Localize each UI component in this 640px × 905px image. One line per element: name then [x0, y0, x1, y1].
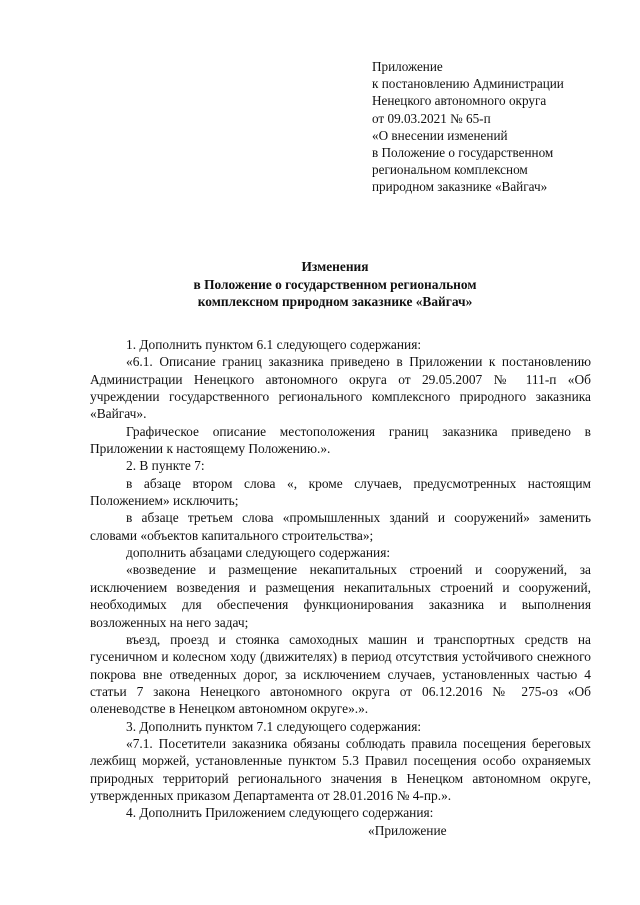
paragraph: 4. Дополнить Приложением следующего содержания: [126, 805, 434, 821]
appendix-line: в Положение о государственном [372, 145, 554, 161]
title-line: в Положение о государственном региональном [193, 276, 477, 292]
paragraph: в абзаце третьем слова «промышленных зданий и сооружений» заменить словами «объектов капитального строительства»; [90, 510, 591, 543]
paragraph: 1. Дополнить пунктом 6.1 следующего содержания: [126, 337, 422, 352]
appendix-line: к постановлению Администрации [372, 76, 564, 92]
appendix-line: региональном комплексном [372, 162, 528, 178]
paragraph: 2. В пункте 7: [126, 458, 205, 474]
appendix-caption: «Приложение [368, 822, 447, 838]
paragraph: Графическое описание местоположения границ заказника приведено в Приложении к настоящему Положению.». [90, 423, 591, 457]
paragraph: дополнить абзацами следующего содержания: [126, 545, 391, 561]
paragraph: «6.1. Описание границ заказника приведено в Приложении к постановлению Администрации Ненецкого автономного округа от 29.05.2007 № 111-п «Об учреждении государственного регионального комплексного природного заказника «Вайгач». [90, 354, 591, 422]
appendix-line: Приложение [372, 59, 443, 74]
document-title [90, 258, 580, 311]
paragraph: 3. Дополнить пунктом 7.1 следующего содержания: [126, 718, 422, 734]
paragraph: «возведение и размещение некапитальных строений и сооружений, за исключением возведения и размещения некапитальных строений и сооружений, необходимых для обеспечения функционирования заказника и выполнения возложенных на него задач; [90, 562, 591, 630]
title-line: Изменения [301, 259, 369, 274]
appendix-header [372, 58, 564, 196]
document-body [90, 336, 591, 839]
paragraph: въезд, проезд и стоянка самоходных машин и транспортных средств на гусеничном и колесном ходу (движителях) в период отсутствия устойчивого снежного покрова вне отведенных дорог, за исключением случаев, установленных частью 4 статьи 7 закона Ненецкого автономного округа от 06.12.2016 № 275-оз «Об оленеводстве в Ненецком автономном округе».». [90, 631, 591, 717]
appendix-line: «О внесении изменений [372, 127, 508, 143]
appendix-line: природном заказнике «Вайгач» [372, 179, 548, 195]
paragraph: в абзаце втором слова «, кроме случаев, предусмотренных настоящим Положением» исключить; [90, 475, 591, 509]
appendix-line: Ненецкого автономного округа [372, 93, 547, 109]
title-line: комплексном природном заказнике «Вайгач» [197, 294, 473, 310]
appendix-line: от 09.03.2021 № 65-п [372, 110, 491, 126]
paragraph: «7.1. Посетители заказника обязаны соблюдать правила посещения береговых лежбищ моржей, установленные пунктом 5.3 Правил посещения особо охраняемых природных территорий регионального значения в Ненецком автономном округе, утвержденных приказом Департамента от 28.01.2016 № 4-пр.». [90, 735, 591, 803]
